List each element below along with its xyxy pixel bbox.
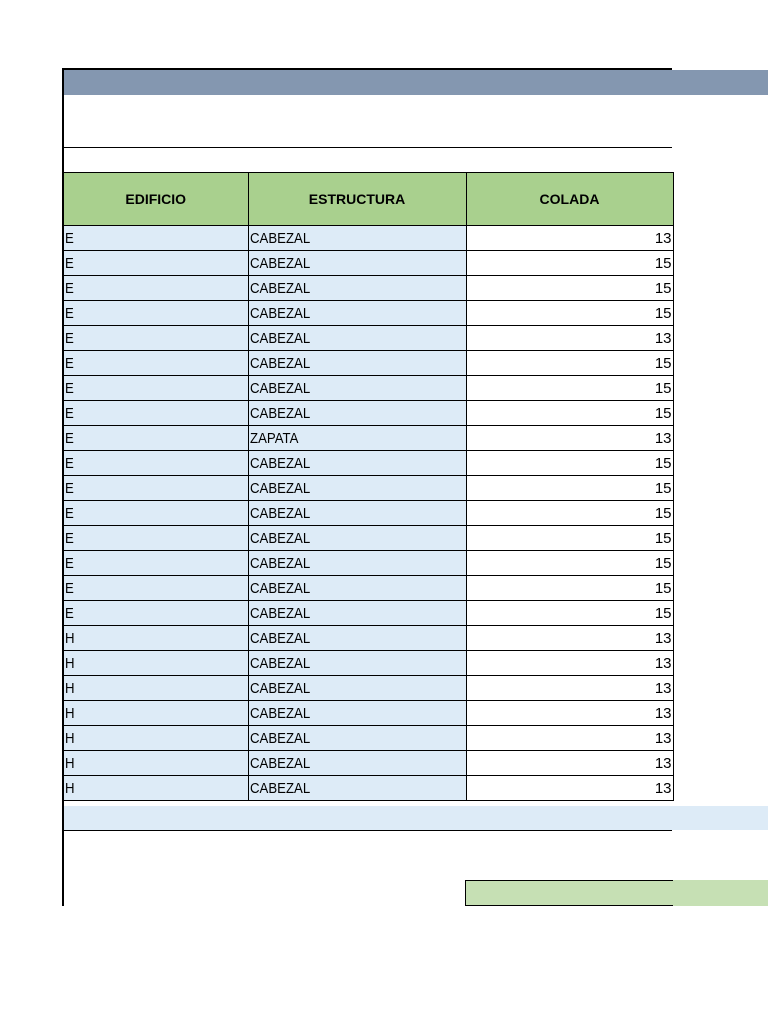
cell-estructura[interactable]	[248, 751, 466, 776]
table-row	[64, 651, 673, 676]
cell-colada-value: 13	[654, 429, 672, 447]
cell-colada-value: 13	[654, 329, 672, 347]
table-row	[64, 576, 673, 601]
cell-colada-value: 13	[654, 629, 672, 647]
cell-estructura-value: CABEZAL	[249, 254, 310, 272]
cell-colada[interactable]	[466, 701, 673, 726]
cell-colada-value: 15	[654, 304, 672, 322]
cell-edificio-value: H	[65, 729, 75, 747]
cell-estructura-value: CABEZAL	[249, 504, 310, 522]
cell-edificio-value: H	[65, 704, 75, 722]
cell-edificio-value: E	[65, 279, 74, 297]
cell-estructura-value: CABEZAL	[249, 354, 310, 372]
cell-edificio[interactable]	[64, 726, 248, 751]
cell-edificio[interactable]	[64, 551, 248, 576]
cell-colada[interactable]	[466, 401, 673, 426]
cell-edificio-value: H	[65, 679, 75, 697]
cell-colada[interactable]	[466, 651, 673, 676]
cell-edificio-value: E	[65, 404, 74, 422]
cell-estructura-value: CABEZAL	[249, 604, 310, 622]
cell-colada[interactable]	[466, 301, 673, 326]
table-row	[64, 676, 673, 701]
cell-estructura[interactable]	[248, 726, 466, 751]
table-row	[64, 501, 673, 526]
cell-colada-value: 15	[654, 579, 672, 597]
cell-edificio[interactable]	[64, 251, 248, 276]
total-band	[64, 806, 768, 830]
table-row	[64, 776, 673, 801]
cell-edificio-value: E	[65, 604, 74, 622]
cell-estructura[interactable]	[248, 551, 466, 576]
cell-estructura[interactable]	[248, 276, 466, 301]
cell-estructura-value: CABEZAL	[249, 454, 310, 472]
cell-edificio-value: E	[65, 504, 74, 522]
cell-colada-value: 13	[654, 679, 672, 697]
cell-estructura-value: CABEZAL	[249, 729, 310, 747]
cell-colada-value: 15	[654, 554, 672, 572]
cell-edificio[interactable]	[64, 501, 248, 526]
cell-estructura-value: CABEZAL	[249, 754, 310, 772]
cell-edificio[interactable]	[64, 401, 248, 426]
cell-edificio[interactable]	[64, 651, 248, 676]
table-row	[64, 551, 673, 576]
column-header-edificio[interactable]: EDIFICIO	[64, 173, 248, 226]
cell-estructura-value: CABEZAL	[249, 479, 310, 497]
cell-estructura-value: ZAPATA	[249, 429, 298, 447]
cell-estructura-value: CABEZAL	[249, 304, 310, 322]
cell-colada-value: 13	[654, 729, 672, 747]
cell-estructura[interactable]	[248, 251, 466, 276]
cell-edificio-value: E	[65, 429, 74, 447]
cell-estructura[interactable]	[248, 326, 466, 351]
table-row	[64, 701, 673, 726]
cell-estructura-value: CABEZAL	[249, 554, 310, 572]
cell-estructura-value: CABEZAL	[249, 779, 310, 797]
cell-estructura[interactable]	[248, 426, 466, 451]
cell-estructura-value: CABEZAL	[249, 379, 310, 397]
cell-colada[interactable]	[466, 476, 673, 501]
cell-estructura[interactable]	[248, 626, 466, 651]
cell-estructura-value: CABEZAL	[249, 704, 310, 722]
table-row	[64, 251, 673, 276]
cell-edificio[interactable]	[64, 676, 248, 701]
cell-estructura[interactable]	[248, 676, 466, 701]
cell-colada-value: 15	[654, 454, 672, 472]
cell-colada[interactable]	[466, 451, 673, 476]
page-title	[64, 95, 672, 147]
cell-colada-value: 13	[654, 654, 672, 672]
cell-edificio[interactable]	[64, 351, 248, 376]
cell-edificio-value: E	[65, 229, 74, 247]
cell-colada-value: 15	[654, 529, 672, 547]
cell-estructura-value: CABEZAL	[249, 579, 310, 597]
column-header-estructura[interactable]: ESTRUCTURA	[248, 173, 466, 226]
cell-estructura-value: CABEZAL	[249, 279, 310, 297]
cell-colada-value: 15	[654, 254, 672, 272]
cell-colada[interactable]	[466, 626, 673, 651]
cell-estructura-value: CABEZAL	[249, 229, 310, 247]
cell-edificio[interactable]	[64, 476, 248, 501]
table-row	[64, 376, 673, 401]
cell-colada-value: 15	[654, 604, 672, 622]
cell-edificio[interactable]	[64, 526, 248, 551]
title-divider	[64, 147, 672, 148]
cell-colada[interactable]	[466, 751, 673, 776]
cell-colada[interactable]	[466, 376, 673, 401]
cell-edificio-value: H	[65, 779, 75, 797]
cell-edificio[interactable]	[64, 326, 248, 351]
header-row	[64, 173, 673, 226]
table-row	[64, 476, 673, 501]
cell-colada-value: 13	[654, 229, 672, 247]
cell-edificio[interactable]	[64, 751, 248, 776]
cell-colada[interactable]	[466, 426, 673, 451]
cell-edificio-value: E	[65, 304, 74, 322]
cell-edificio-value: E	[65, 254, 74, 272]
cell-estructura-value: CABEZAL	[249, 679, 310, 697]
cell-colada-value: 15	[654, 379, 672, 397]
cell-colada[interactable]	[466, 351, 673, 376]
cell-edificio[interactable]	[64, 376, 248, 401]
cell-edificio-value: H	[65, 629, 75, 647]
table-row	[64, 326, 673, 351]
cell-edificio[interactable]	[64, 426, 248, 451]
cell-colada-value: 15	[654, 479, 672, 497]
cell-edificio-value: E	[65, 529, 74, 547]
cell-estructura[interactable]	[248, 301, 466, 326]
table-row	[64, 401, 673, 426]
cell-estructura-value: CABEZAL	[249, 404, 310, 422]
cell-edificio[interactable]	[64, 601, 248, 626]
cell-edificio-value: E	[65, 329, 74, 347]
cell-edificio-value: E	[65, 479, 74, 497]
cell-colada-value: 15	[654, 404, 672, 422]
table-row	[64, 451, 673, 476]
cell-colada-value: 15	[654, 354, 672, 372]
column-header-colada[interactable]: COLADA	[466, 173, 673, 226]
cell-colada[interactable]	[466, 776, 673, 801]
table-body	[64, 226, 673, 801]
table-row	[64, 351, 673, 376]
cell-colada-value: 13	[654, 779, 672, 797]
table-row	[64, 626, 673, 651]
cell-estructura[interactable]	[248, 476, 466, 501]
cell-edificio[interactable]	[64, 701, 248, 726]
cell-colada[interactable]	[466, 551, 673, 576]
cell-edificio-value: E	[65, 454, 74, 472]
cell-estructura[interactable]	[248, 401, 466, 426]
cell-colada[interactable]	[466, 526, 673, 551]
cell-estructura[interactable]	[248, 576, 466, 601]
cell-estructura[interactable]	[248, 376, 466, 401]
cell-edificio[interactable]	[64, 226, 248, 251]
cell-estructura[interactable]	[248, 451, 466, 476]
title-band	[64, 70, 768, 95]
cell-edificio[interactable]	[64, 626, 248, 651]
cell-estructura[interactable]	[248, 701, 466, 726]
cell-estructura-value: CABEZAL	[249, 329, 310, 347]
cell-colada-value: 15	[654, 504, 672, 522]
cell-colada-value: 15	[654, 279, 672, 297]
cell-colada[interactable]	[466, 576, 673, 601]
cell-edificio[interactable]	[64, 276, 248, 301]
cell-edificio-value: H	[65, 654, 75, 672]
cell-estructura[interactable]	[248, 526, 466, 551]
cell-colada[interactable]	[466, 276, 673, 301]
cell-estructura-value: CABEZAL	[249, 629, 310, 647]
cell-edificio[interactable]	[64, 776, 248, 801]
cell-colada[interactable]	[466, 676, 673, 701]
table-row	[64, 426, 673, 451]
cell-edificio-value: E	[65, 379, 74, 397]
cell-colada-value: 13	[654, 754, 672, 772]
cell-edificio-value: E	[65, 354, 74, 372]
table-row	[64, 226, 673, 251]
table-row	[64, 751, 673, 776]
cell-edificio-value: E	[65, 579, 74, 597]
table-row	[64, 301, 673, 326]
total-cell-border	[465, 880, 673, 906]
cell-edificio[interactable]	[64, 301, 248, 326]
cell-colada[interactable]	[466, 251, 673, 276]
table-row	[64, 601, 673, 626]
cell-colada[interactable]	[466, 326, 673, 351]
table-row	[64, 726, 673, 751]
table-row	[64, 276, 673, 301]
cell-colada[interactable]	[466, 226, 673, 251]
cell-estructura-value: CABEZAL	[249, 529, 310, 547]
cell-edificio[interactable]	[64, 451, 248, 476]
table-row	[64, 526, 673, 551]
cell-edificio[interactable]	[64, 576, 248, 601]
cell-colada[interactable]	[466, 726, 673, 751]
cell-estructura[interactable]	[248, 351, 466, 376]
cell-edificio-value: H	[65, 754, 75, 772]
cell-edificio-value: E	[65, 554, 74, 572]
cell-estructura[interactable]	[248, 601, 466, 626]
cell-estructura-value: CABEZAL	[249, 654, 310, 672]
cell-estructura[interactable]	[248, 501, 466, 526]
total-divider	[64, 830, 672, 831]
cell-estructura[interactable]	[248, 651, 466, 676]
cell-colada[interactable]	[466, 601, 673, 626]
data-table	[64, 172, 674, 801]
cell-estructura[interactable]	[248, 776, 466, 801]
cell-estructura[interactable]	[248, 226, 466, 251]
cell-colada-value: 13	[654, 704, 672, 722]
cell-colada[interactable]	[466, 501, 673, 526]
